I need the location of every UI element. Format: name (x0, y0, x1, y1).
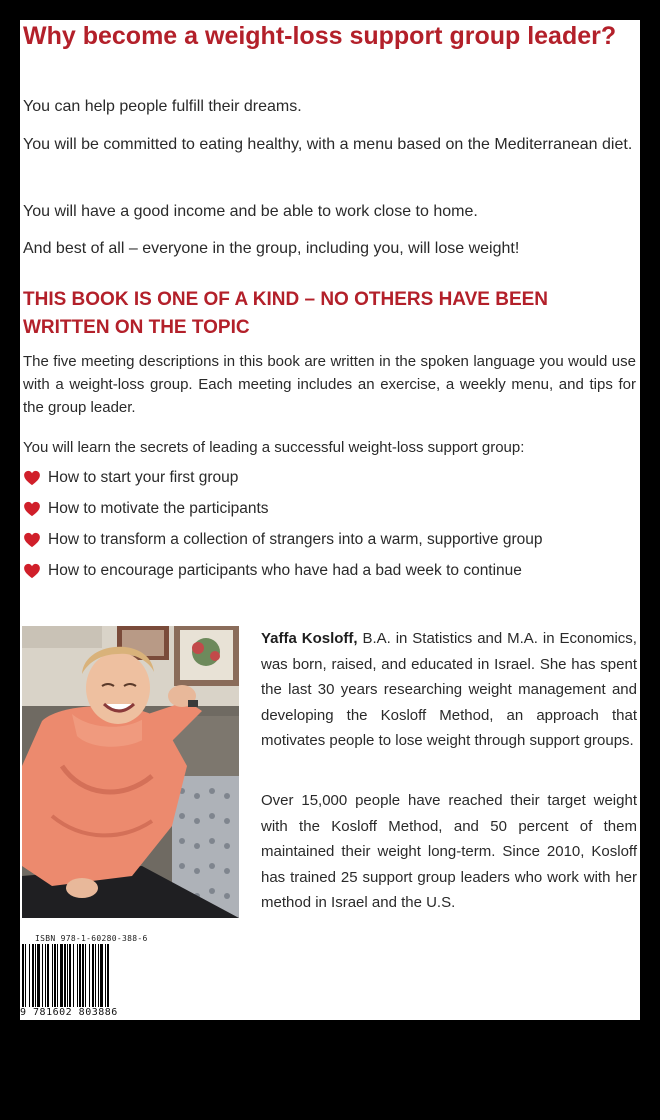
main-heading: Why become a weight-loss support group leader? (23, 22, 617, 50)
barcode-bar (37, 944, 40, 1008)
barcode-bar (73, 944, 74, 1008)
barcode-bar (57, 944, 58, 1008)
barcode-bar (69, 944, 71, 1008)
heart-icon (23, 500, 41, 518)
barcode-bar (22, 944, 24, 1008)
barcode-bar (35, 944, 36, 1008)
barcode-bar (60, 944, 63, 1008)
back-cover (20, 20, 640, 1020)
author-portrait-illustration (22, 626, 239, 918)
author-name: Yaffa Kosloff, (261, 630, 358, 647)
intro-line-2: You will be committed to eating healthy, with a menu based on the Mediterranean diet. (23, 136, 633, 153)
author-bio-1 (261, 626, 637, 754)
barcode-bar (45, 944, 46, 1008)
barcode-bar (77, 944, 78, 1008)
barcode-bar (92, 944, 94, 1008)
heart-icon (23, 531, 41, 549)
isbn-barcode (20, 944, 155, 1016)
barcode-bar (54, 944, 56, 1008)
barcode-bar (98, 944, 99, 1008)
intro-line-3: You will have a good income and be able to work close to home. (23, 203, 478, 220)
bullet-text: How to motivate the participants (48, 500, 269, 517)
bullet-text: How to start your first group (48, 469, 239, 486)
author-bio-text: B.A. in Statistics and M.A. in Economics, was born, raised, and educated in Israel. She has spent the last 30 years researching weight management and developing the Kosloff Method, an approach that motivates people to lose weight through support groups. (261, 630, 637, 749)
barcode-bar (95, 944, 96, 1008)
isbn-label: ISBN 978-1-60280-388-6 (35, 934, 148, 943)
barcode-bar (100, 944, 103, 1008)
barcode-bar (107, 944, 109, 1008)
barcode-bar (82, 944, 84, 1008)
book-heading: THIS BOOK IS ONE OF A KIND – NO OTHERS HAVE BEEN WRITTEN ON THE TOPIC (23, 289, 549, 338)
bullet-text: How to encourage participants who have had a bad week to continue (48, 562, 522, 579)
barcode-bar (85, 944, 86, 1008)
isbn-digits: 9 781602 803886 (20, 1007, 118, 1018)
author-bio-2: Over 15,000 people have reached their target weight with the Kosloff Method, and 50 percent of them maintained their weight long-term. Since 2010, Kosloff has trained 25 support group leaders who work with her method in Israel and the U.S. (261, 792, 637, 911)
list-item (23, 528, 633, 552)
heart-icon (23, 562, 41, 580)
barcode-bar (52, 944, 53, 1008)
author-photo (22, 626, 239, 918)
intro-line-4: And best of all – everyone in the group, including you, will lose weight! (23, 240, 520, 257)
barcode-bar (47, 944, 49, 1008)
barcode-bar (67, 944, 68, 1008)
intro-line-1: You can help people fulfill their dreams. (23, 98, 302, 115)
bullet-text: How to transform a collection of strangers into a warm, supportive group (48, 531, 543, 548)
book-paragraph-2: You will learn the secrets of leading a successful weight-loss support group: (23, 439, 525, 456)
barcode-bar (25, 944, 26, 1008)
list-item (23, 559, 633, 583)
barcode-bar (32, 944, 34, 1008)
list-item (23, 497, 633, 521)
list-item (23, 466, 633, 490)
barcode-bar (29, 944, 30, 1008)
barcode-bar (64, 944, 66, 1008)
barcode-bar (79, 944, 81, 1008)
barcode-bar (42, 944, 43, 1008)
book-paragraph-1: The five meeting descriptions in this book are written in the spoken language you would use with a weight-loss group. Each meeting includes an exercise, a weekly menu, and tips for the group leader. (23, 353, 636, 416)
heart-icon (23, 469, 41, 487)
barcode-bar (89, 944, 90, 1008)
barcode-bar (105, 944, 106, 1008)
